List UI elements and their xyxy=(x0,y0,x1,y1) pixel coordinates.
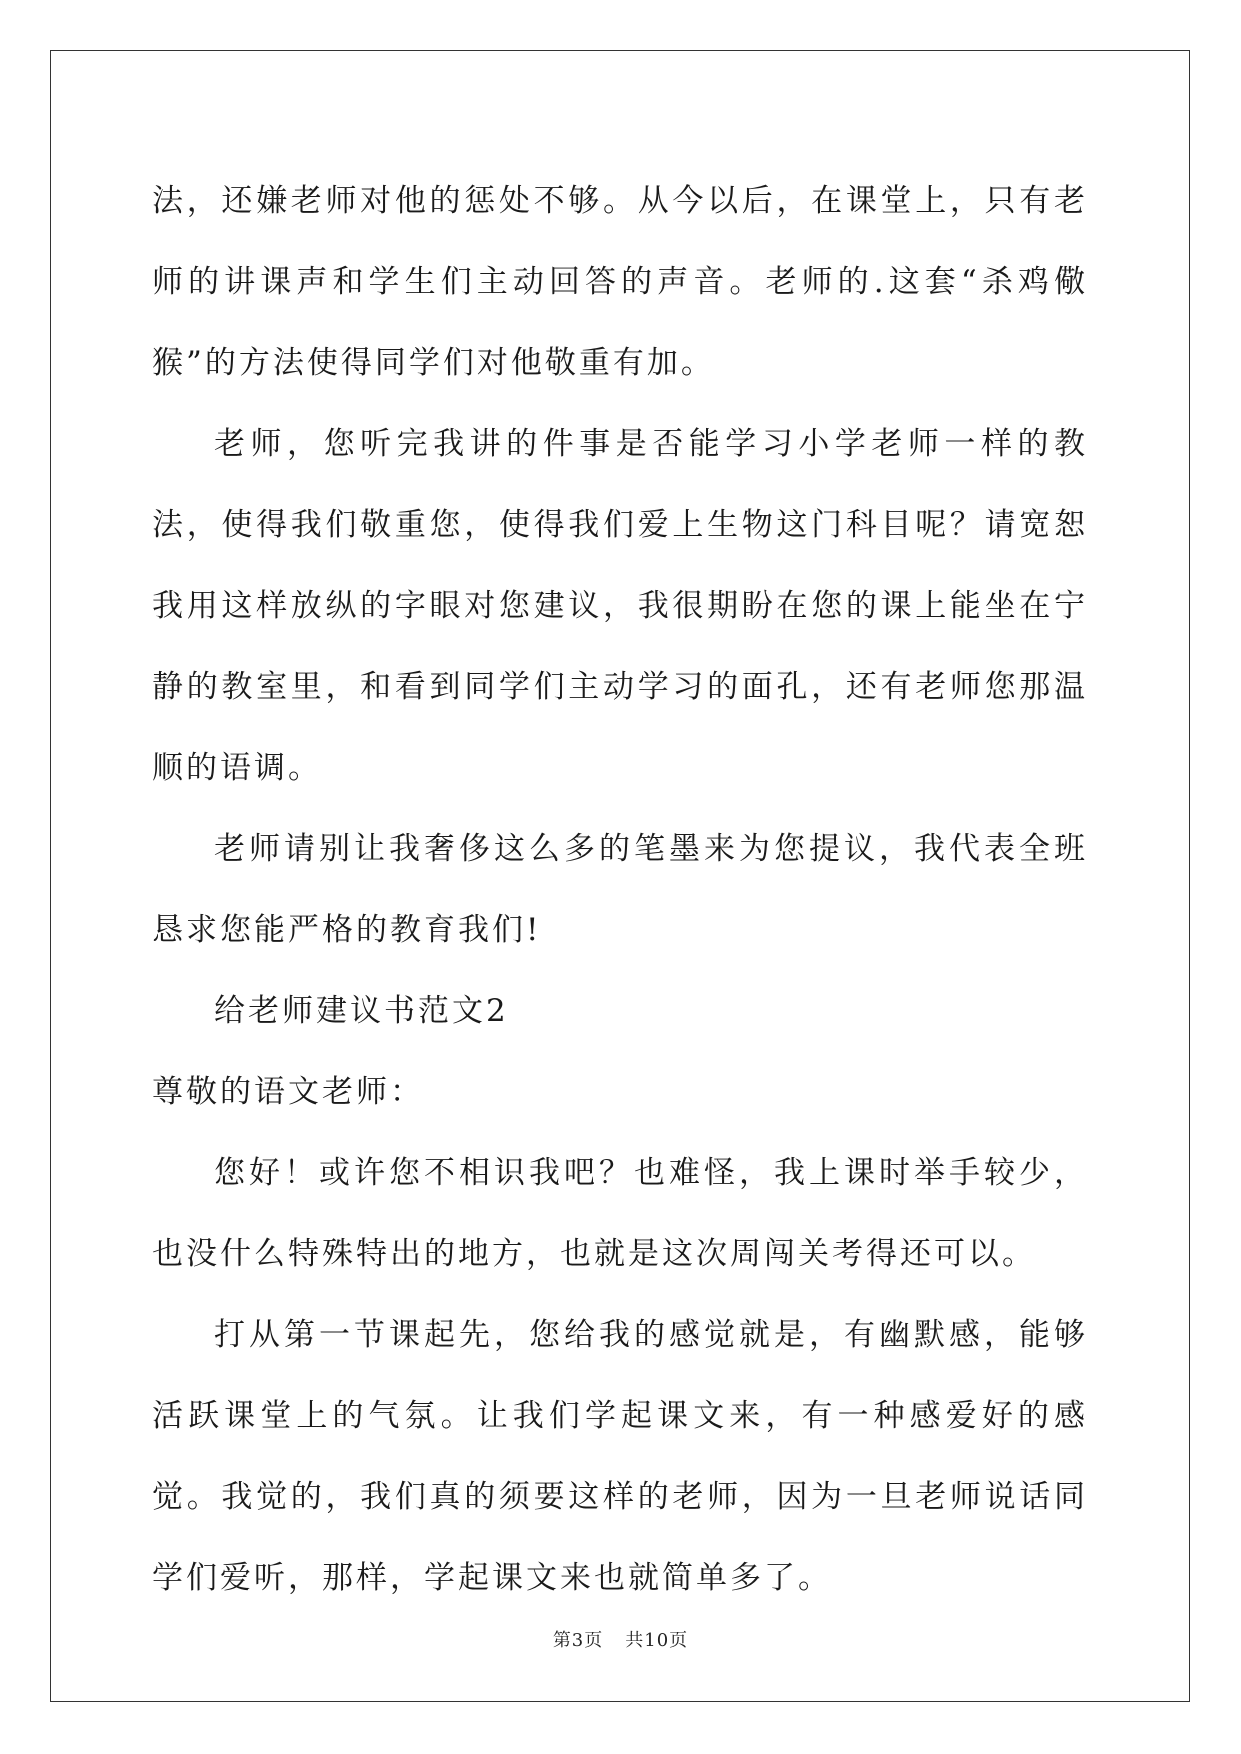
paragraph-request: 老师请别让我奢侈这么多的笔墨来为您提议，我代表全班恳求您能严格的教育我们! xyxy=(152,831,1088,948)
page-footer xyxy=(0,1626,1241,1652)
paragraph-greeting: 您好！或许您不相识我吧？也难怪，我上课时举手较少，也没什么特殊特出的地方，也就是这次周闯关考得还可以。 xyxy=(152,1155,1088,1272)
paragraph-continuation: 法，还嫌老师对他的惩处不够。从今以后，在课堂上，只有老师的讲课声和学生们主动回答的声音。老师的.这套“杀鸡儆猴”的方法使得同学们对他敬重有加。 xyxy=(152,183,1088,381)
section-heading: 给老师建议书范文2 xyxy=(214,993,509,1029)
page-total: 共10页 xyxy=(625,1630,689,1651)
document-body xyxy=(152,161,1088,1619)
page-number: 第3页 xyxy=(552,1630,604,1651)
paragraph-impression: 打从第一节课起先，您给我的感觉就是，有幽默感，能够活跃课堂上的气氛。让我们学起课文来，有一种感爱好的感觉。我觉的，我们真的须要这样的老师，因为一旦老师说话同学们爱听，那样，学起课文来也就简单多了。 xyxy=(152,1317,1088,1596)
paragraph-suggestion: 老师，您听完我讲的件事是否能学习小学老师一样的教法，使得我们敬重您，使得我们爱上生物这门科目呢？请宽恕我用这样放纵的字眼对您建议，我很期盼在您的课上能坐在宁静的教室里，和看到同学们主动学习的面孔，还有老师您那温顺的语调。 xyxy=(152,426,1088,786)
salutation: 尊敬的语文老师： xyxy=(152,1074,424,1110)
